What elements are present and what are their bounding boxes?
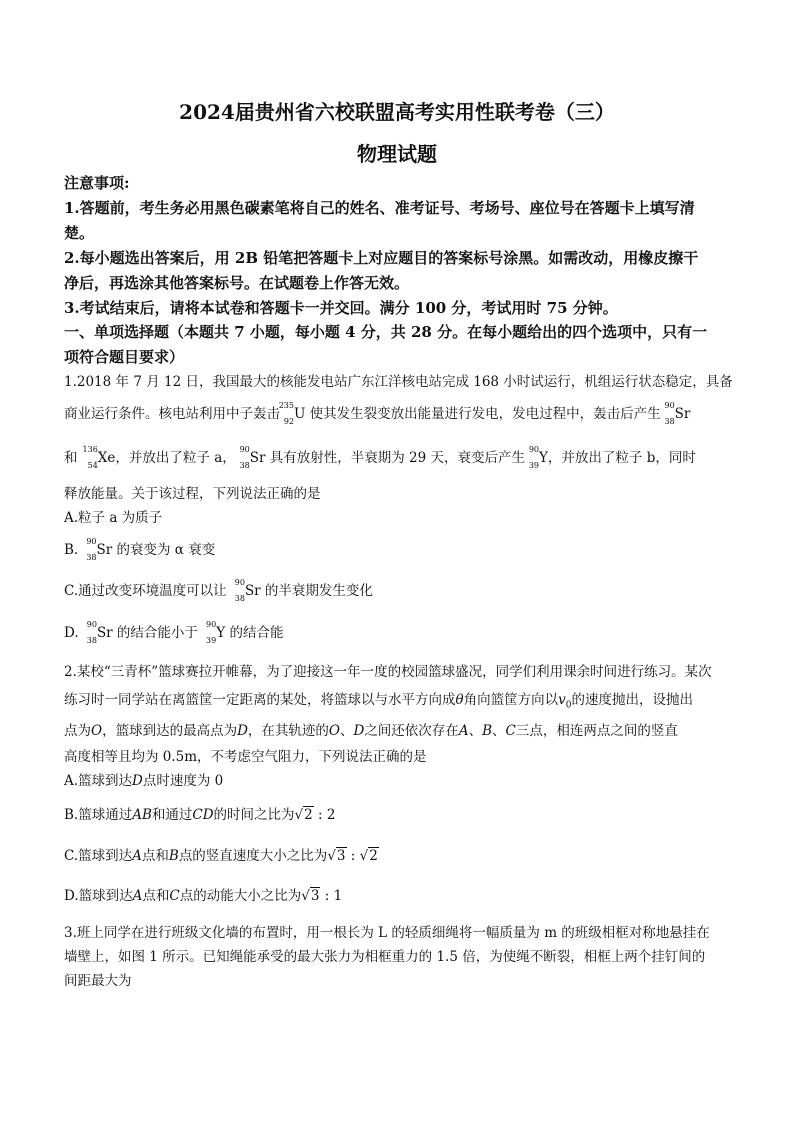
- q1-option-a: A.粒子 a 为质子: [64, 510, 163, 526]
- q1-line-3: 和 136 54 Xe，并放出了粒子 a， 90 38 Sr 具有放射性，半衰期为 29 天，衰变后产生 90 39 Y，并放出了粒子 b，同时: [64, 444, 696, 470]
- section-1-heading-line-1: 一、单项选择题（本题共 7 小题，每小题 4 分，共 28 分。在每小题给出的四个选项中，只有一: [64, 323, 708, 341]
- notice-item-2-line-1: 2.每小题选出答案后，用 2B 铅笔把答题卡上对应题目的答案标号涂黑。如需改动，用橡皮擦干: [64, 249, 699, 267]
- q3-line-2: 墙壁上，如图 1 所示。已知绳能承受的最大张力为相框重力的 1.5 倍，为使绳不断裂，相框上两个挂钉间的: [64, 949, 706, 965]
- exam-title: 2024届贵州省六校联盟高考实用性联考卷（三）: [179, 100, 615, 124]
- notice-heading: 注意事项:: [64, 174, 130, 192]
- q2-line-4: 高度相等且均为 0.5m，不考虑空气阻力，下列说法正确的是: [64, 749, 427, 765]
- q1-option-b: B. 90 38 Sr 的衰变为 α 衰变: [64, 536, 216, 562]
- notice-item-1-line-1: 1.答题前，考生务必用黑色碳素笔将自己的姓名、准考证号、考场号、座位号在答题卡上填写清: [64, 199, 695, 217]
- q2-option-a: A.篮球到达D点时速度为 0: [64, 773, 224, 789]
- subject-title: 物理试题: [357, 142, 437, 166]
- section-1-heading-line-2: 项符合题目要求）: [64, 348, 185, 366]
- notice-item-3: 3.考试结束后，请将本试卷和答题卡一并交回。满分 100 分，考试用时 75 分钟。: [64, 299, 618, 317]
- q1-line-1: 1.2018 年 7 月 12 日，我国最大的核能发电站广东江洋核电站完成 168 小时试运行，机组运行状态稳定，具备: [64, 374, 733, 390]
- q2-option-c: C.篮球到达A点和B点的竖直速度大小之比为√3 : √2: [64, 848, 378, 864]
- q1-option-d: D. 90 38 Sr 的结合能小于 90 39 Y 的结合能: [64, 619, 284, 645]
- q1-line-2: 商业运行条件。核电站利用中子轰击 235 92 U 使其发生裂变放出能量进行发电，发电过程中，轰击后产生 90 38 Sr: [64, 400, 691, 426]
- q2-line-3: 点为O，篮球到达的最高点为D，在其轨迹的O、D之间还依次存在A、B、C三点，相连两点之间的竖直: [64, 723, 678, 739]
- q1-option-c: C.通过改变环境温度可以让 90 38 Sr 的半衰期发生变化: [64, 577, 373, 603]
- q1-line-4: 释放能量。关于该过程，下列说法正确的是: [64, 486, 321, 502]
- q3-line-1: 3.班上同学在进行班级文化墙的布置时，用一根长为 L 的轻质细绳将一幅质量为 m 的班级相框对称地悬挂在: [64, 925, 710, 941]
- q3-line-3: 间距最大为: [64, 973, 132, 989]
- notice-item-2-line-2: 净后，再选涂其他答案标号。在试题卷上作答无效。: [64, 274, 410, 292]
- q2-line-1: 2.某校“三青杯”篮球赛拉开帷幕，为了迎接这一年一度的校园篮球盛况，同学们利用课余时间进行练习。某次: [64, 664, 712, 680]
- isotope-u235: 235 92: [278, 400, 294, 426]
- notice-item-1-line-2: 楚。: [64, 224, 95, 242]
- q2-option-d: D.篮球到达A点和C点的动能大小之比为√3 : 1: [64, 888, 343, 904]
- q2-option-b: B.篮球通过AB和通过CD的时间之比为√2 : 2: [64, 807, 336, 823]
- q2-line-2: 练习时一同学站在离篮筐一定距离的某处，将篮球以与水平方向成θ角向篮筐方向以$v_0$的速度抛出，设抛出: [64, 692, 694, 711]
